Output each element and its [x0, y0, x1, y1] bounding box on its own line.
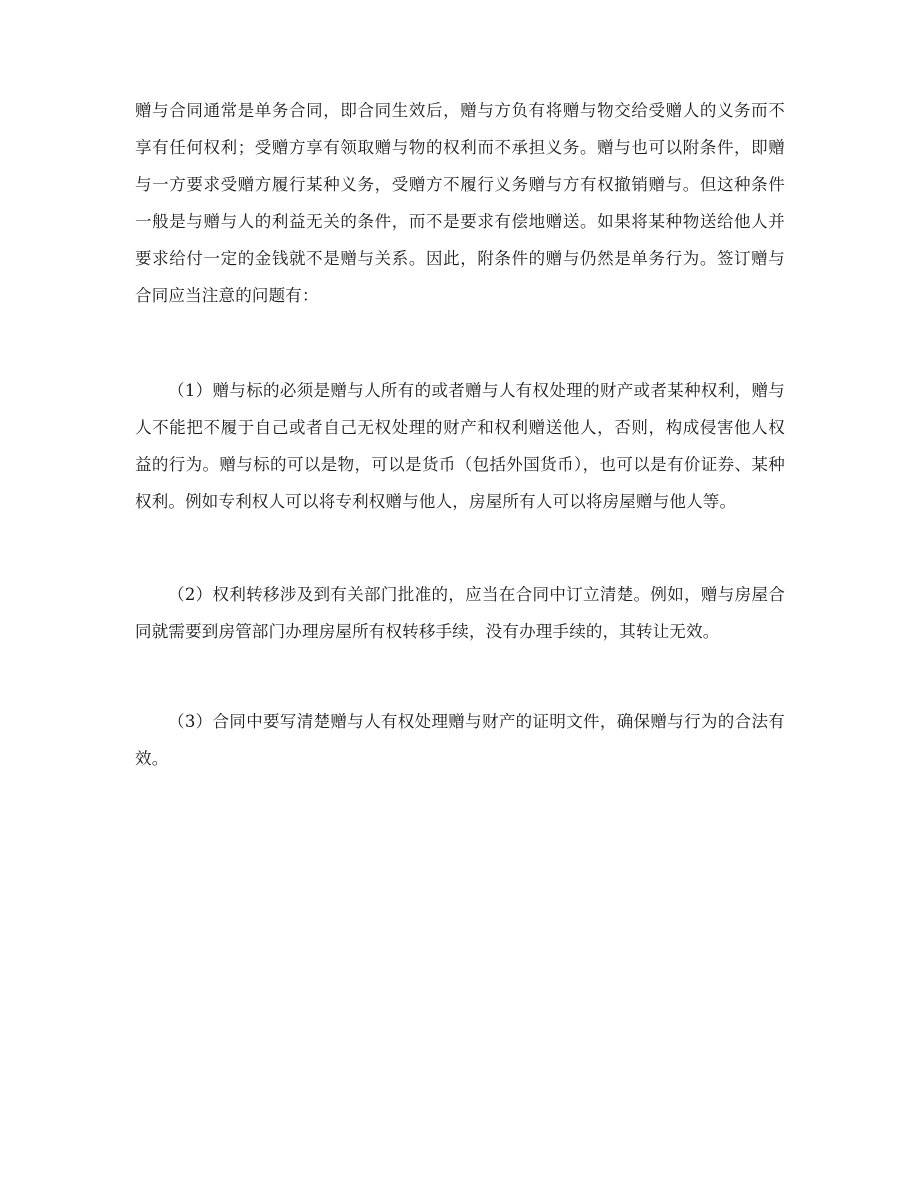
item-3-paragraph: （3）合同中要写清楚赠与人有权处理赠与财产的证明文件，确保赠与行为的合法有效。 — [135, 712, 785, 768]
document-page — [135, 92, 785, 777]
intro-paragraph: 赠与合同通常是单务合同，即合同生效后，赠与方负有将赠与物交给受赠人的义务而不享有任何权利；受赠方享有领取赠与物的权利而不承担义务。赠与也可以附条件，即赠与一方要求受赠方履行某种义务，受赠方不履行义务赠与方有权撤销赠与。但这种条件一般是与赠与人的利益无关的条件，而不是要求有偿地赠送。如果将某种物送给他人并要求给付一定的金钱就不是赠与关系。因此，附条件的赠与仍然是单务行为。签订赠与合同应当注意的问题有： — [135, 101, 785, 305]
item-2-paragraph: （2）权利转移涉及到有关部门批准的，应当在合同中订立清楚。例如，赠与房屋合同就需要到房管部门办理房屋所有权转移手续，没有办理手续的，其转让无效。 — [135, 585, 785, 641]
item-1-paragraph: （1）赠与标的必须是赠与人所有的或者赠与人有权处理的财产或者某种权利，赠与人不能把不履于自己或者自己无权处理的财产和权利赠送他人，否则，构成侵害他人权益的行为。赠与标的可以是物，可以是货币（包括外国货币），也可以是有价证券、某种权利。例如专利权人可以将专利权赠与他人，房屋所有人可以将房屋赠与他人等。 — [135, 381, 785, 511]
